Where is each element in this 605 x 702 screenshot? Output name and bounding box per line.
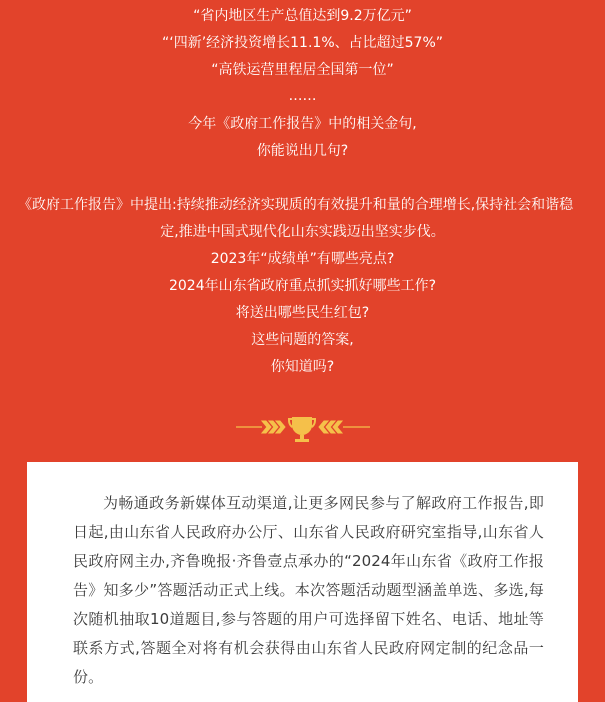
question-quotes: 今年《政府工作报告》中的相关金句, [188, 116, 417, 132]
question-highlights: 2023年“成绩单”有哪些亮点? [210, 251, 395, 267]
report-statement-line-1: 《政府工作报告》中提出:持续推动经济实现质的有效提升和量的合理增长,保持社会和谐稳 [18, 197, 574, 213]
question-count: 你能说出几句? [256, 143, 349, 159]
announcement-paragraph: 为畅通政务新媒体互动渠道,让更多网民参与了解政府工作报告,即日起,由山东省人民政府办公厅、山东省人民政府研究室指导,山东省人民政府网主办,齐鲁晚报·齐鲁壹点承办的“2024年山东省《政府工作报告》知多少”答题活动正式上线。本次答题活动题型涵盖单选、多选,每次随机抽取10道题目,参与答题的用户可选择留下姓名、电话、地址等联系方式,答题全对将有机会获得由山东省人民政府网定制的纪念品一份。 [73, 494, 544, 686]
chevrons-right [319, 421, 342, 433]
announcement-card [27, 462, 578, 702]
ellipsis: …… [288, 88, 317, 104]
quote-investment: “‘四新’经济投资增长11.1%、占比超过57%” [162, 35, 443, 51]
chevrons-left [262, 421, 285, 433]
question-do-you-know: 你知道吗? [270, 359, 335, 375]
question-answers: 这些问题的答案, [251, 332, 354, 348]
question-work-focus: 2024年山东省政府重点抓实抓好哪些工作? [168, 278, 437, 294]
ornament-divider [0, 408, 605, 444]
quote-gdp: “省内地区生产总值达到9.2万亿元” [193, 8, 412, 24]
report-statement-line-2: 定,推进中国式现代化山东实践迈出坚实步伐。 [160, 224, 445, 240]
question-benefits: 将送出哪些民生红包? [235, 305, 370, 321]
quote-railway: “高铁运营里程居全国第一位” [211, 62, 394, 78]
trophy-icon [288, 417, 316, 442]
